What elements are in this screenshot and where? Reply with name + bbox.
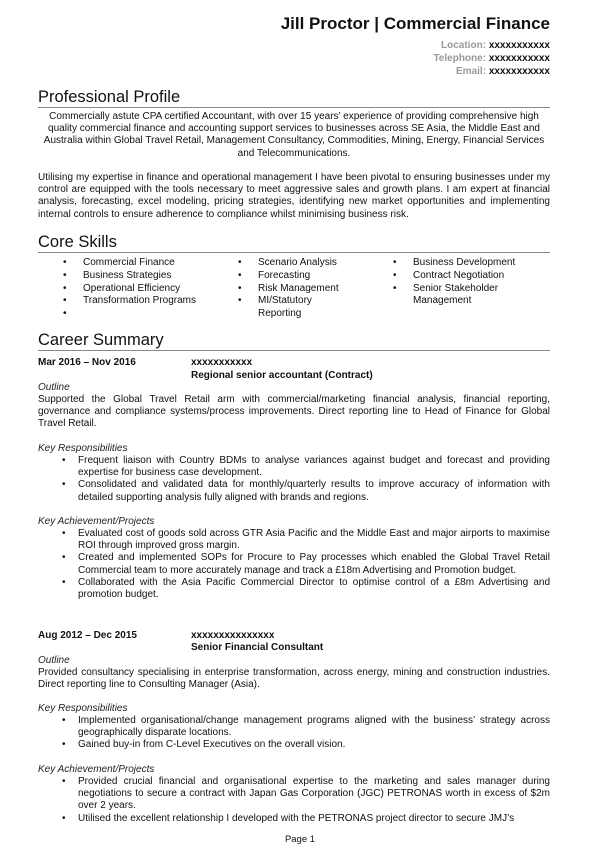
job-2-dates: Aug 2012 – Dec 2015 bbox=[38, 630, 137, 641]
skill-item: • Operational Efficiency bbox=[63, 283, 223, 296]
candidate-name: Jill Proctor | Commercial Finance bbox=[280, 14, 550, 33]
skills-column-1 bbox=[63, 257, 223, 321]
job-2-achievements bbox=[38, 776, 550, 825]
telephone-label: Telephone: bbox=[433, 53, 487, 64]
profile-paragraph-2: Utilising my expertise in finance and operational management I have been pivotal to ensuring businesses under my control are equipped with the tools necessary to meet aggressive sales and growth plans. I am expert at financial analysis, forecasting, excel modeling, pricing strategies, identifying new market opportunities and implementing internal controls to ensure adherence to compliance whilst minimising business risk. bbox=[38, 172, 550, 220]
list-item: • Utilised the excellent relationship I developed with the PETRONAS project director to secure JMJ’s bbox=[38, 813, 550, 825]
job-1-responsibilities bbox=[38, 455, 550, 504]
skill-item: • Forecasting bbox=[238, 270, 378, 283]
career-heading: Career Summary bbox=[38, 331, 164, 349]
profile-paragraph-1: Commercially astute CPA certified Accountant, with over 15 years’ experience of providing comprehensive high quality commercial finance and accounting support services to businesses across SE Asia, the Middle East and Australia within Global Travel Retail, Management Consultancy, Commodities, Mining, Energy, Financial Services and Telecommunications. bbox=[43, 111, 545, 159]
job-1-achievements bbox=[38, 528, 550, 601]
list-item: • Implemented organisational/change management programs aligned with the business’ strategy across geographically disparate locations. bbox=[38, 715, 550, 739]
job-1-outline-label: Outline bbox=[38, 382, 70, 393]
job-2-outline: Provided consultancy specialising in enterprise transformation, across energy, mining and construction industries. Direct reporting line to Consulting Manager (Asia). bbox=[38, 667, 550, 691]
job-1-dates: Mar 2016 – Nov 2016 bbox=[38, 357, 136, 368]
skill-item: • MI/Statutory Reporting bbox=[238, 295, 348, 321]
list-item: • Gained buy-in from C-Level Executives on the overall vision. bbox=[38, 739, 550, 751]
skill-item: • Business Strategies bbox=[63, 270, 223, 283]
skills-heading: Core Skills bbox=[38, 233, 117, 251]
skill-item: • Risk Management bbox=[238, 283, 378, 296]
list-item: • Created and implemented SOPs for Procure to Pay processes which enabled the Global Travel Retail Commercial team to more accurately manage and track a £18m Advertising and Promotion budget. bbox=[38, 552, 550, 576]
job-2-responsibilities bbox=[38, 715, 550, 752]
list-item: • Provided crucial financial and organisational expertise to the marketing and sales manager during negotiations to secure a contract with Japan Gas Corporation (JGC) PETRONAS worth in excess of $2m over 2 years. bbox=[38, 776, 550, 813]
profile-heading: Professional Profile bbox=[38, 88, 181, 106]
list-item: • Collaborated with the Asia Pacific Commercial Director to optimise control of a £8m Advertising and promotion budget. bbox=[38, 577, 550, 601]
skills-column-2 bbox=[238, 257, 378, 321]
location-line bbox=[441, 40, 550, 52]
page-number: Page 1 bbox=[284, 834, 316, 845]
job-1-responsibilities-label: Key Responsibilities bbox=[38, 443, 128, 454]
job-1-outline: Supported the Global Travel Retail arm with commercial/marketing financial analysis, financial reporting, governance and compliance systems/process improvements. Direct reporting line to Head of Finance for Global Travel Retail. bbox=[38, 394, 550, 430]
email-label: Email: bbox=[456, 66, 487, 77]
skill-item-empty bbox=[63, 308, 223, 321]
email-value: xxxxxxxxxxx bbox=[488, 66, 550, 77]
skill-item: • Senior Stakeholder Management bbox=[393, 283, 523, 309]
job-1-company: xxxxxxxxxxx bbox=[191, 357, 253, 368]
telephone-value: xxxxxxxxxxx bbox=[488, 53, 550, 64]
list-item: • Consolidated and validated data for monthly/quarterly results to improve accuracy of information with detailed supporting analysis fully aligned with brands and regions. bbox=[38, 479, 550, 503]
skill-item: • Commercial Finance bbox=[63, 257, 223, 270]
skills-column-3 bbox=[393, 257, 543, 308]
list-item: • Frequent liaison with Country BDMs to analyse variances against budget and forecast and providing expertise for business case development. bbox=[38, 455, 550, 479]
skill-item: • Transformation Programs bbox=[63, 295, 223, 308]
job-1-achievements-label: Key Achievement/Projects bbox=[38, 516, 155, 527]
job-2-company: xxxxxxxxxxxxxxx bbox=[191, 630, 275, 641]
job-2-achievements-label: Key Achievement/Projects bbox=[38, 764, 155, 775]
skill-item: • Business Development bbox=[393, 257, 543, 270]
telephone-line bbox=[433, 53, 550, 65]
location-value: xxxxxxxxxxx bbox=[488, 40, 550, 51]
job-2-responsibilities-label: Key Responsibilities bbox=[38, 703, 128, 714]
job-2-outline-label: Outline bbox=[38, 655, 70, 666]
location-label: Location: bbox=[441, 40, 487, 51]
profile-divider bbox=[38, 107, 550, 108]
email-line bbox=[456, 66, 550, 78]
career-divider bbox=[38, 350, 550, 351]
skills-divider bbox=[38, 252, 550, 253]
skill-item: • Scenario Analysis bbox=[238, 257, 378, 270]
job-1-role: Regional senior accountant (Contract) bbox=[191, 370, 373, 381]
skill-item: • Contract Negotiation bbox=[393, 270, 543, 283]
list-item: • Evaluated cost of goods sold across GTR Asia Pacific and the Middle East and major airports to maximise ROI through improved gross margin. bbox=[38, 528, 550, 552]
job-2-role: Senior Financial Consultant bbox=[191, 642, 324, 653]
